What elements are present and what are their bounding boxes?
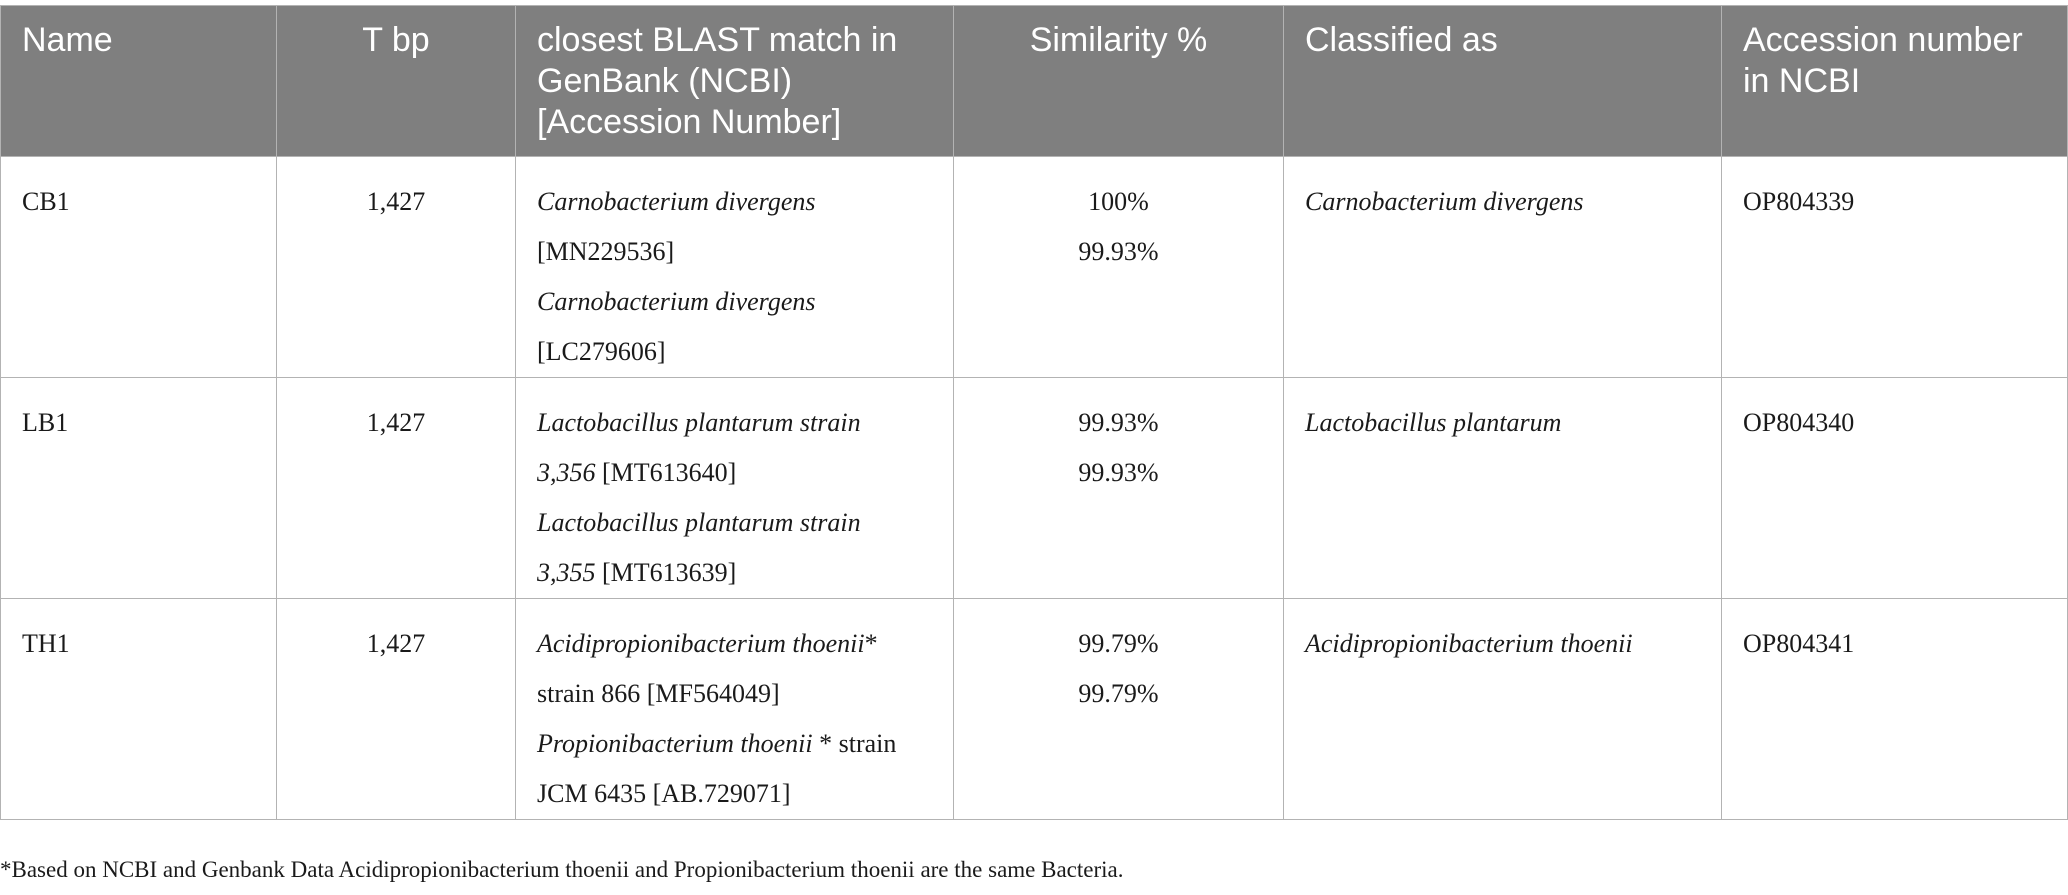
table-row <box>1 157 2068 378</box>
cell-classified-as: Carnobacterium divergens <box>1284 157 1722 378</box>
match-text: * <box>864 629 878 658</box>
match-line <box>537 277 939 327</box>
match-species: Carnobacterium divergens <box>537 287 816 316</box>
match-species: Lactobacillus plantarum strain <box>537 508 861 537</box>
cell-accession: OP804339 <box>1722 157 2068 378</box>
similarity-value: 99.79% <box>1078 679 1159 708</box>
match-text: [MT613640] <box>595 458 737 487</box>
match-text: [MT613639] <box>595 558 737 587</box>
match-text: [MN229536] <box>537 237 675 266</box>
match-line <box>537 327 939 377</box>
cell-name: CB1 <box>1 157 277 378</box>
similarity-value: 99.93% <box>1078 408 1159 437</box>
match-line <box>537 548 939 598</box>
cell-similarity <box>954 378 1284 599</box>
cell-classified-as: Lactobacillus plantarum <box>1284 378 1722 599</box>
cell-blast-match <box>516 157 954 378</box>
match-line <box>537 619 939 669</box>
match-species: Lactobacillus plantarum strain <box>537 408 861 437</box>
table-row <box>1 378 2068 599</box>
match-text: [LC279606] <box>537 337 666 366</box>
cell-classified-as: Acidipropionibacterium thoenii <box>1284 599 1722 820</box>
header-tbp: T bp <box>277 6 516 157</box>
header-similarity: Similarity % <box>954 6 1284 157</box>
match-text: * strain <box>812 729 897 758</box>
cell-similarity <box>954 599 1284 820</box>
table-footnote: *Based on NCBI and Genbank Data Acidipropionibacterium thoenii and Propionibacterium thoenii are the same Bacteria. <box>0 857 1124 882</box>
cell-blast-match <box>516 599 954 820</box>
match-line <box>537 398 939 448</box>
similarity-value: 99.79% <box>1078 629 1159 658</box>
match-species: 3,356 <box>537 458 596 487</box>
header-blast-match: closest BLAST match in GenBank (NCBI) [Accession Number] <box>516 6 954 157</box>
results-table <box>0 5 2068 820</box>
cell-similarity <box>954 157 1284 378</box>
header-row <box>1 6 2068 157</box>
table-row <box>1 599 2068 820</box>
cell-accession: OP804341 <box>1722 599 2068 820</box>
match-text: strain 866 [MF564049] <box>537 679 780 708</box>
match-species: Propionibacterium thoenii <box>537 729 813 758</box>
header-classified-as: Classified as <box>1284 6 1722 157</box>
similarity-value: 100% <box>1088 187 1149 216</box>
similarity-value: 99.93% <box>1078 458 1159 487</box>
cell-blast-match <box>516 378 954 599</box>
match-species: 3,355 <box>537 558 596 587</box>
match-line <box>537 669 939 719</box>
match-line <box>537 498 939 548</box>
match-line <box>537 177 939 227</box>
match-species: Carnobacterium divergens <box>537 187 816 216</box>
match-line <box>537 448 939 498</box>
match-species: Acidipropionibacterium thoenii <box>537 629 865 658</box>
header-name: Name <box>1 6 277 157</box>
cell-tbp: 1,427 <box>277 157 516 378</box>
match-text: JCM 6435 [AB.729071] <box>537 779 791 808</box>
cell-tbp: 1,427 <box>277 378 516 599</box>
header-accession: Accession number in NCBI <box>1722 6 2068 157</box>
cell-accession: OP804340 <box>1722 378 2068 599</box>
similarity-value: 99.93% <box>1078 237 1159 266</box>
cell-name: TH1 <box>1 599 277 820</box>
match-line <box>537 719 939 769</box>
match-line <box>537 227 939 277</box>
match-line <box>537 769 939 819</box>
cell-name: LB1 <box>1 378 277 599</box>
cell-tbp: 1,427 <box>277 599 516 820</box>
